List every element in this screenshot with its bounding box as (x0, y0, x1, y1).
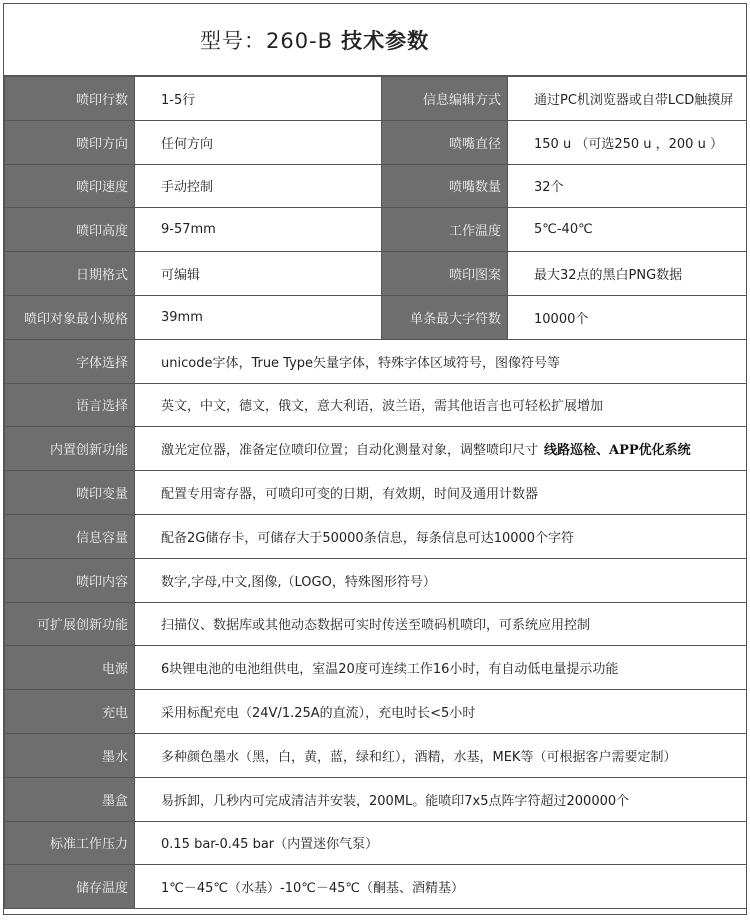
spec-value: 多种颜色墨水（黑，白，黄，蓝，绿和红），酒精，水基，MEK等（可根据客户需要定制） (135, 733, 747, 777)
spec-value: 1-5行 (135, 77, 382, 121)
spec-label: 喷印变量 (5, 471, 135, 515)
spec-value: 150 u （可选250 u ，200 u ） (508, 120, 747, 164)
spec-label: 信息编辑方式 (382, 77, 508, 121)
table-row (5, 514, 747, 558)
spec-label: 储存温度 (5, 865, 135, 909)
spec-value: 6块锂电池的电池组供电，室温20度可连续工作16小时，有自动低电量提示功能 (135, 646, 747, 690)
spec-value: 可编辑 (135, 252, 382, 296)
table-row (5, 120, 747, 164)
spec-value: 配置专用寄存器，可喷印可变的日期，有效期，时间及通用计数器 (135, 471, 747, 515)
spec-value: 通过PC机浏览器或自带LCD触摸屏 (508, 77, 747, 121)
spec-value: 采用标配充电（24V/1.25A的直流），充电时长<5小时 (135, 690, 747, 734)
spec-label: 喷嘴数量 (382, 164, 508, 208)
spec-label: 信息容量 (5, 514, 135, 558)
spec-label: 充电 (5, 690, 135, 734)
spec-label: 喷印内容 (5, 558, 135, 602)
spec-value: 最大32点的黑白PNG数据 (508, 252, 747, 296)
spec-value: 5℃-40℃ (508, 208, 747, 252)
table-row (5, 164, 747, 208)
table-row (5, 252, 747, 296)
title-params: 技术参数 (341, 28, 430, 53)
page-title (4, 4, 746, 76)
table-row (5, 471, 747, 515)
spec-value-cell (135, 427, 747, 471)
table-row (5, 339, 747, 383)
spec-value: 激光定位器，准备定位喷印位置；自动化测量对象，调整喷印尺寸 (161, 443, 539, 459)
table-row (5, 383, 747, 427)
table-row (5, 821, 747, 865)
table-row (5, 602, 747, 646)
spec-label: 喷印行数 (5, 77, 135, 121)
spec-label: 电源 (5, 646, 135, 690)
spec-label: 墨水 (5, 733, 135, 777)
spec-value: 9-57mm (135, 208, 382, 252)
spec-value: 32个 (508, 164, 747, 208)
spec-label: 内置创新功能 (5, 427, 135, 471)
spec-label: 语言选择 (5, 383, 135, 427)
spec-value: 39mm (135, 295, 382, 339)
spec-label: 喷印速度 (5, 164, 135, 208)
spec-value: 配备2G储存卡，可储存大于50000条信息，每条信息可达10000个字符 (135, 514, 747, 558)
table-row (5, 733, 747, 777)
spec-label: 喷印图案 (382, 252, 508, 296)
spec-value-highlight: 线路巡检、APP优化系统 (544, 443, 691, 459)
spec-value: unicode字体，True Type矢量字体，特殊字体区域符号，图像符号等 (135, 339, 747, 383)
spec-label: 墨盒 (5, 777, 135, 821)
spec-value: 易拆卸，几秒内可完成清洁并安装，200ML。能喷印7x5点阵字符超过200000个 (135, 777, 747, 821)
table-row (5, 208, 747, 252)
model-number: 型号：260-B (200, 28, 334, 53)
spec-value: 任何方向 (135, 120, 382, 164)
spec-label: 喷印方向 (5, 120, 135, 164)
spec-label: 喷印对象最小规格 (5, 295, 135, 339)
spec-label: 字体选择 (5, 339, 135, 383)
table-row (5, 690, 747, 734)
table-row (5, 295, 747, 339)
spec-label: 单条最大字符数 (382, 295, 508, 339)
table-row (5, 865, 747, 909)
spec-label: 工作温度 (382, 208, 508, 252)
spec-label: 标准工作压力 (5, 821, 135, 865)
spec-value: 数字,字母,中文,图像,（LOGO，特殊图形符号） (135, 558, 747, 602)
table-row (5, 777, 747, 821)
spec-value: 1℃－45℃（水基）-10℃－45℃（酮基、酒精基） (135, 865, 747, 909)
spec-value: 扫描仪、数据库或其他动态数据可实时传送至喷码机喷印，可系统应用控制 (135, 602, 747, 646)
spec-value: 10000个 (508, 295, 747, 339)
spec-value: 0.15 bar-0.45 bar（内置迷你气泵） (135, 821, 747, 865)
spec-label: 喷嘴直径 (382, 120, 508, 164)
spec-label: 可扩展创新功能 (5, 602, 135, 646)
table-row (5, 427, 747, 471)
spec-label: 日期格式 (5, 252, 135, 296)
spec-table (4, 76, 747, 909)
spec-label: 喷印高度 (5, 208, 135, 252)
spec-value: 英文，中文，德文，俄文，意大利语，波兰语，需其他语言也可轻松扩展增加 (135, 383, 747, 427)
table-row (5, 77, 747, 121)
table-row (5, 646, 747, 690)
spec-sheet (3, 3, 747, 915)
table-row (5, 558, 747, 602)
spec-value: 手动控制 (135, 164, 382, 208)
